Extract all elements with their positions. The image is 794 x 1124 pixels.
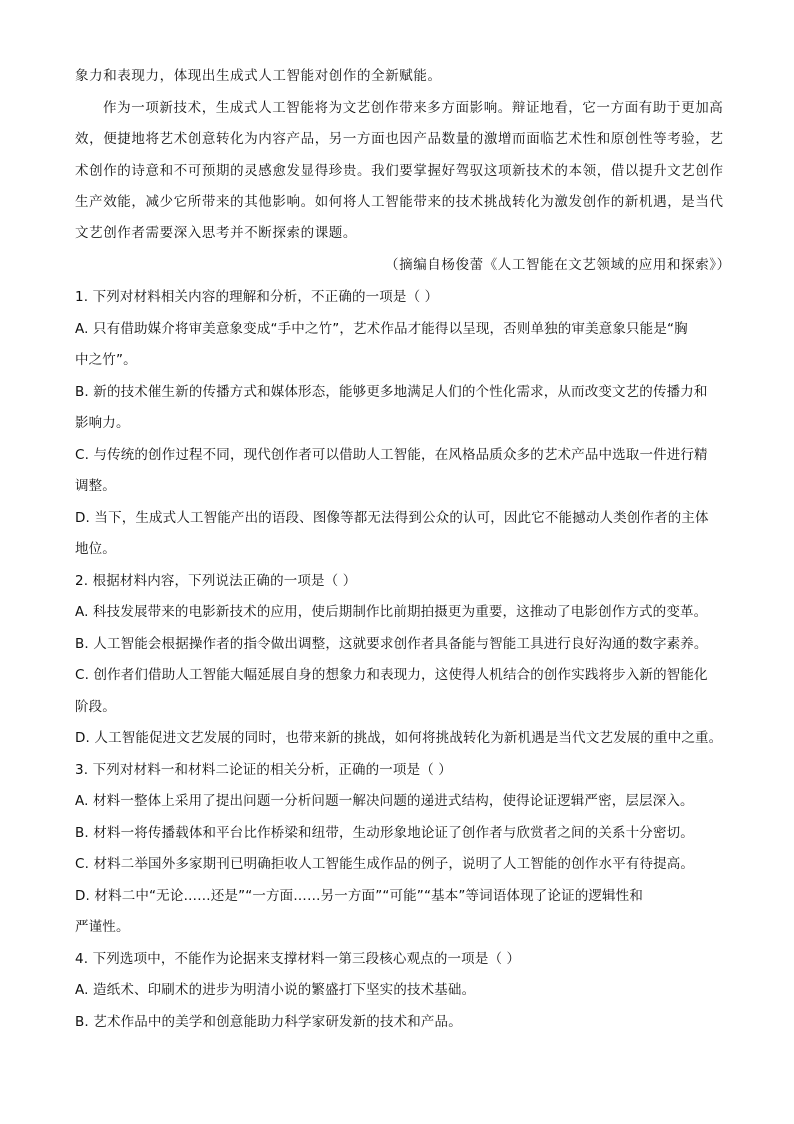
question-2-option-d: D. 人工智能促进文艺发展的同时，也带来新的挑战，如何将挑战转化为新机遇是当代文艺发展的重中之重。 (75, 730, 723, 746)
question-1-option-a: A. 只有借助媒介将审美意象变成“手中之竹”，艺术作品才能得以呈现，否则单独的审美意象只能是“胸 (75, 321, 688, 337)
passage-line: 术创作的诗意和不可预期的灵感愈发显得珍贵。我们要掌握好驾驭这项新技术的本领，借以提升文艺创作 (75, 163, 724, 179)
question-1-option-a-cont: 中之竹”。 (75, 352, 137, 368)
question-2-option-c: C. 创作者们借助人工智能大幅延展自身的想象力和表现力，这使得人机结合的创作实践将步入新的智能化 (75, 667, 708, 683)
passage-line: 象力和表现力，体现出生成式人工智能对创作的全新赋能。 (75, 68, 442, 84)
question-2-stem: 2. 根据材料内容，下列说法正确的一项是（ ） (75, 573, 357, 589)
question-4-option-a: A. 造纸术、印刷术的进步为明清小说的繁盛打下坚实的技术基础。 (75, 982, 476, 998)
question-4-option-b: B. 艺术作品中的美学和创意能助力科学家研发新的技术和产品。 (75, 1014, 462, 1030)
question-1-option-c-cont: 调整。 (75, 478, 116, 494)
question-3-option-b: B. 材料一将传播载体和平台比作桥梁和纽带，生动形象地论证了创作者与欣赏者之间的关系十分密切。 (75, 825, 694, 841)
passage-source: （摘编自杨俊蕾《人工智能在文艺领域的应用和探索》） (385, 257, 731, 273)
passage-line: 生产效能，减少它所带来的其他影响。如何将人工智能带来的技术挑战转化为激发创作的新机遇，是当代 (75, 194, 724, 210)
question-3-option-d-cont: 严谨性。 (75, 919, 130, 935)
question-2-option-a: A. 科技发展带来的电影新技术的应用，使后期制作比前期拍摄更为重要，这推动了电影创作方式的变革。 (75, 604, 708, 620)
question-3-option-c: C. 材料二举国外多家期刊已明确拒收人工智能生成作品的例子，说明了人工智能的创作水平有待提高。 (75, 856, 695, 872)
question-1-stem: 1. 下列对材料相关内容的理解和分析，不正确的一项是（ ） (75, 289, 439, 305)
question-2-option-b: B. 人工智能会根据操作者的指令做出调整，这就要求创作者具备能与智能工具进行良好沟通的数字素养。 (75, 636, 708, 652)
question-1-option-b-cont: 影响力。 (75, 415, 130, 431)
passage-line: 效，便捷地将艺术创意转化为内容产品，另一方面也因产品数量的激增而面临艺术性和原创性等考验，艺 (75, 131, 724, 147)
question-1-option-c: C. 与传统的创作过程不同，现代创作者可以借助人工智能，在风格品质众多的艺术产品中选取一件进行精 (75, 447, 708, 463)
question-4-stem: 4. 下列选项中，不能作为论据来支撑材料一第三段核心观点的一项是（ ） (75, 951, 521, 967)
passage-line: 文艺创作者需要深入思考并不断探索的课题。 (75, 225, 357, 241)
question-3-stem: 3. 下列对材料一和材料二论证的相关分析，正确的一项是（ ） (75, 762, 452, 778)
question-3-option-d: D. 材料二中“无论……还是”“一方面……另一方面”“可能”“基本”等词语体现了论证的逻辑性和 (75, 888, 643, 904)
question-3-option-a: A. 材料一整体上采用了提出问题一分析问题一解决问题的递进式结构，使得论证逻辑严密，层层深入。 (75, 793, 694, 809)
passage-line: 作为一项新技术，生成式人工智能将为文艺创作带来多方面影响。辩证地看，它一方面有助于更加高 (103, 100, 724, 116)
question-1-option-d: D. 当下，生成式人工智能产出的语段、图像等都无法得到公众的认可，因此它不能撼动人类创作者的主体 (75, 510, 709, 526)
question-1-option-b: B. 新的技术催生新的传播方式和媒体形态，能够更多地满足人们的个性化需求，从而改变文艺的传播力和 (75, 384, 708, 400)
question-1-option-d-cont: 地位。 (75, 541, 116, 557)
question-2-option-c-cont: 阶段。 (75, 699, 116, 715)
